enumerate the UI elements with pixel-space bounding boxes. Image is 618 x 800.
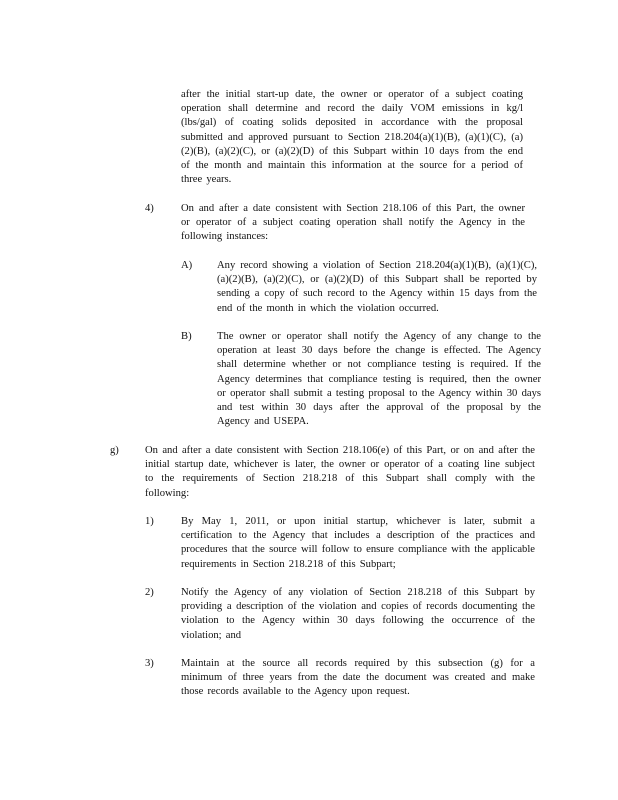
item-1-text: By May 1, 2011, or upon initial startup, whichever is later, submit a certification to the Agency that includes a description of the practices and procedures that the source will follow to ensure compliance with the applicable requirements in Section 218.218 of this Subpart; — [181, 516, 535, 570]
item-marker-2: 2) — [145, 587, 154, 598]
item-a-text: Any record showing a violation of Section 218.204(a)(1)(B), (a)(1)(C), (a)(2)(B), (a)(2)(C), or (a)(2)(D) of this Subpart shall be reported by sending a copy of such record to the Agency within 15 days from the end of the month in which the violation occurred. — [217, 260, 537, 314]
item-marker-3: 3) — [145, 658, 154, 669]
item-marker-g: g) — [110, 445, 119, 456]
item-3-text: Maintain at the source all records required by this subsection (g) for a minimum of three years from the date the document was created and make those records available to the Agency upon request. — [181, 658, 535, 698]
item-b-text: The owner or operator shall notify the Agency of any change to the operation at least 30 days before the change is effected. The Agency shall determine whether or not compliance testing is required. If the Agency determines that compliance testing is required, then the owner or operator shall submit a testing proposal to the Agency within 30 days and test within 30 days after the approval of the proposal by the Agency and USEPA. — [217, 331, 541, 428]
item-marker-4: 4) — [145, 203, 154, 214]
item-4-text: On and after a date consistent with Section 218.106 of this Part, the owner or operator of a subject coating operation shall notify the Agency in the following instances: — [181, 203, 525, 243]
item-g-text: On and after a date consistent with Section 218.106(e) of this Part, or on and after the initial startup date, whichever is later, the owner or operator of a coating line subject to the requirements of Section 218.218 of this Subpart shall comply with the following: — [145, 445, 535, 499]
item-marker-1: 1) — [145, 516, 154, 527]
item-2-text: Notify the Agency of any violation of Section 218.218 of this Subpart by providing a description of the violation and copies of records documenting the violation to the Agency within 30 days following the occurrence of the violation; and — [181, 587, 535, 641]
continuation-paragraph: after the initial start-up date, the owner or operator of a subject coating operation shall determine and record the daily VOM emissions in kg/l (lbs/gal) of coating solids deposited in accordance with the proposal submitted and approved pursuant to Section 218.204(a)(1)(B), (a)(1)(C), (a)(2)(B), (a)(2)(C), or (a)(2)(D) of this Subpart within 10 days from the end of the month and maintain this information at the source for a period of three years. — [181, 89, 523, 186]
item-marker-b: B) — [181, 331, 192, 342]
item-marker-a: A) — [181, 260, 193, 271]
